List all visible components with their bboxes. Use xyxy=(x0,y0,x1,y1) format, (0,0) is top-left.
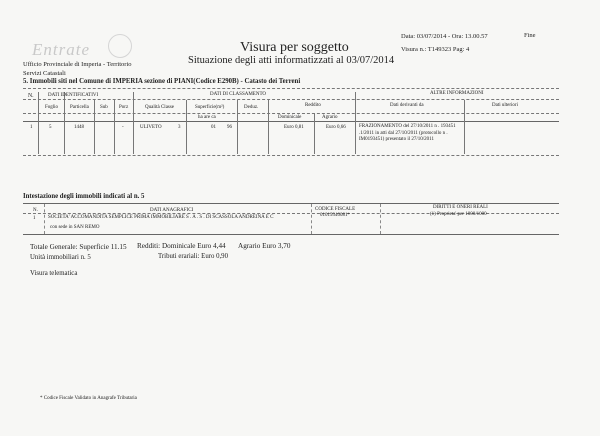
col-reddito: Reddito xyxy=(305,103,321,108)
int-col-codice-fiscale: CODICE FISCALE xyxy=(315,207,356,212)
row-porz: - xyxy=(122,125,124,130)
section-5-heading: 5. Immobili siti nel Comune di IMPERIA sezione di PIANI(Codice E290B) - Catasto dei Terreni xyxy=(23,78,301,85)
col-deduz: Deduz. xyxy=(244,105,259,110)
row-n: 1 xyxy=(30,125,33,130)
col-particella: Particella xyxy=(70,105,89,110)
table-rule xyxy=(23,88,559,89)
date-time: Data: 03/07/2014 - Ora: 13.00.57 xyxy=(401,33,488,40)
logo-text: Entrate xyxy=(32,40,90,59)
col-group-n: N. xyxy=(28,93,34,99)
emblem-icon xyxy=(108,34,132,58)
col-porz: Porz xyxy=(119,105,129,110)
row-particella: 1448 xyxy=(74,125,84,130)
int-col-n: N. xyxy=(33,208,38,213)
col-divider xyxy=(355,92,356,154)
col-divider xyxy=(133,92,134,154)
int-row-sede: con sede in SAN REMO xyxy=(50,225,100,230)
col-divider xyxy=(38,92,39,154)
col-divider xyxy=(237,100,238,154)
subcol-dominicale: Dominicale xyxy=(278,115,302,120)
tributi-erariali: Tributi erariali: Euro 0,90 xyxy=(158,253,228,260)
table-rule xyxy=(23,99,559,100)
col-divider xyxy=(464,100,465,154)
end-label: Fine xyxy=(524,32,536,39)
col-divider xyxy=(186,100,187,154)
table-rule xyxy=(23,234,559,235)
int-col-diritti: DIRITTI E ONERI REALI xyxy=(433,205,488,210)
col-divider xyxy=(114,100,115,154)
col-divider xyxy=(64,92,65,154)
visura-number: Visura n.: T149323 Pag: 4 xyxy=(401,46,470,53)
agenzia-entrate-logo xyxy=(22,34,132,64)
row-classe: 3 xyxy=(178,125,181,130)
subcol-agrario: Agrario xyxy=(322,115,338,120)
col-group-classamento: DATI DI CLASSAMENTO xyxy=(210,92,267,97)
col-divider xyxy=(380,204,381,234)
col-divider xyxy=(268,100,269,154)
page-title: Visura per soggetto xyxy=(240,40,349,55)
totale-redditi: Redditi: Dominicale Euro 4,44 xyxy=(137,242,226,250)
page-subtitle: Situazione degli atti informatizzati al 03/07/2014 xyxy=(188,55,395,66)
col-divider xyxy=(44,204,45,234)
row-agrario: Euro 0,66 xyxy=(326,125,346,130)
col-foglio: Foglio xyxy=(45,105,59,110)
col-sub: Sub xyxy=(100,105,108,110)
col-dati-ulteriori: Dati ulteriori xyxy=(492,103,518,108)
int-row-codice-fiscale: 01019340081* xyxy=(320,213,350,218)
totale-agrario: Agrario Euro 3,70 xyxy=(238,242,291,250)
table-rule xyxy=(23,121,559,122)
int-row-diritti: (1) Proprieta' per 1000/1000 xyxy=(430,212,487,217)
int-row-n: 1 xyxy=(33,216,36,221)
col-divider xyxy=(94,100,95,154)
row-dominicale: Euro 0,81 xyxy=(284,125,304,130)
visura-telematica: Visura telematica xyxy=(30,270,78,277)
col-qualita-classe: Qualità Classe xyxy=(145,105,175,110)
col-superficie: Superficie(m²) xyxy=(195,105,225,110)
totale-superficie: Totale Generale: Superficie 11.15 xyxy=(30,243,127,251)
col-dati-derivanti: Dati derivanti da xyxy=(390,103,424,108)
office-label: Ufficio Provinciale di Imperia - Territorio xyxy=(23,61,132,68)
intestazione-heading: Intestazione degli immobili indicati al n. 5 xyxy=(23,193,145,200)
footnote: * Codice Fiscale Validato in Anagrafe Tributaria xyxy=(40,396,137,401)
subcol-ha-are-ca: ha are ca xyxy=(198,115,216,120)
unita-immobiliari: Unità immobiliari n. 5 xyxy=(30,254,91,261)
row-dati-derivanti: FRAZIONAMENTO del 27/10/2011 n . 193451 .1/2011 in atti dal 27/10/2011 (protocollo n . IM0193451) presentato il 27/10/2011 xyxy=(359,124,456,142)
row-sup-are: 01 xyxy=(211,125,216,130)
int-col-anagrafici: DATI ANAGRAFICI xyxy=(150,208,194,213)
service-label: Servizi Catastali xyxy=(23,70,66,77)
int-row-anagrafici: SOCIETA' ACCOMANDITA SEMPLICE PRIMA IMMOBILIARE S . A . S . DI SCASSOLA ANDREINA E C xyxy=(48,215,274,220)
col-divider xyxy=(314,113,315,154)
table-rule xyxy=(23,155,559,156)
row-qualita: ULIVETO xyxy=(140,125,162,130)
col-divider xyxy=(311,204,312,234)
row-foglio: 5 xyxy=(49,125,52,130)
col-group-identificativi: DATI IDENTIFICATIVI xyxy=(48,93,99,98)
table-rule xyxy=(23,113,559,114)
row-sup-ca: 96 xyxy=(227,125,232,130)
col-group-altre: ALTRE INFORMAZIONI xyxy=(430,91,484,96)
table-rule xyxy=(23,203,559,204)
